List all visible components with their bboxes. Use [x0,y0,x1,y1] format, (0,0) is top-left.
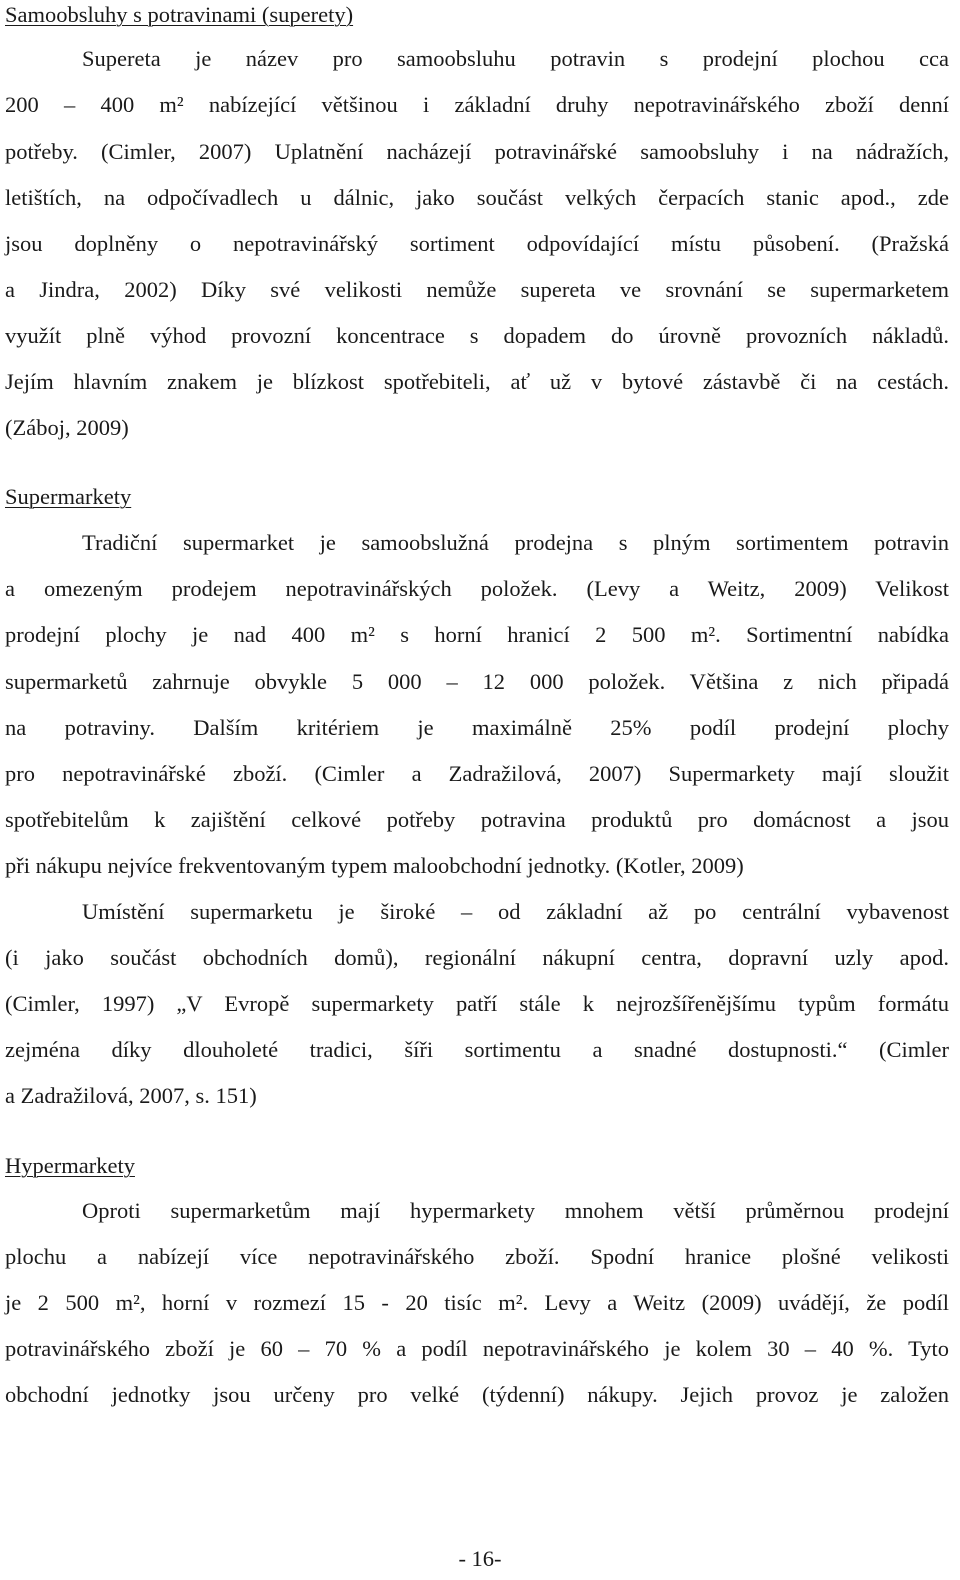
paragraph-line: (Cimler, 1997) „V Evropě supermarkety patří stále k nejrozšířenějšímu typům formátu [5,991,949,1016]
paragraph-line: Umístění supermarketu je široké – od základní až po centrální vybavenost [82,899,949,924]
paragraph-line: zejména díky dlouholeté tradici, šíři sortimentu a snadné dostupnosti.“ (Cimler [5,1037,949,1062]
paragraph-line: a omezeným prodejem nepotravinářských položek. (Levy a Weitz, 2009) Velikost [5,576,949,601]
paragraph-line: (i jako součást obchodních domů), regionální nákupní centra, dopravní uzly apod. [5,945,949,970]
paragraph-line: při nákupu nejvíce frekventovaným typem maloobchodní jednotky. (Kotler, 2009) [5,853,744,878]
paragraph-line: na potraviny. Dalším kritériem je maximálně 25% podíl prodejní plochy [5,715,949,740]
paragraph-line: supermarketů zahrnuje obvykle 5 000 – 12 000 položek. Většina z nich připadá [5,669,949,694]
paragraph-line: Supereta je název pro samoobsluhu potravin s prodejní plochou cca [82,46,949,71]
paragraph-line: Jejím hlavním znakem je blízkost spotřebiteli, ať už v bytové zástavbě či na cestách. [5,369,949,394]
paragraph-line: pro nepotravinářské zboží. (Cimler a Zadražilová, 2007) Supermarkety mají sloužit [5,761,949,786]
paragraph-line: a Zadražilová, 2007, s. 151) [5,1083,257,1108]
paragraph-line: je 2 500 m², horní v rozmezí 15 - 20 tisíc m². Levy a Weitz (2009) uvádějí, že podíl [5,1290,949,1315]
paragraph-line: letištích, na odpočívadlech u dálnic, jako součást velkých čerpacích stanic apod., zde [5,185,949,210]
paragraph-line: Tradiční supermarket je samoobslužná prodejna s plným sortimentem potravin [82,530,949,555]
section-heading-hypermarkety: Hypermarkety [5,1153,135,1178]
paragraph-line: Oproti supermarketům mají hypermarkety mnohem větší průměrnou prodejní [82,1198,949,1223]
paragraph-line: potravinářského zboží je 60 – 70 % a podíl nepotravinářského je kolem 30 – 40 %. Tyto [5,1336,949,1361]
section-heading-superety: Samoobsluhy s potravinami (superety) [5,2,354,27]
paragraph-line: 200 – 400 m² nabízející většinou i základní druhy nepotravinářského zboží denní [5,92,949,117]
page-number: - 16- [458,1546,502,1571]
paragraph-line: využít plně výhod provozní koncentrace s dopadem do úrovně provozních nákladů. [5,323,949,348]
paragraph-line: prodejní plochy je nad 400 m² s horní hranicí 2 500 m². Sortimentní nabídka [5,622,949,647]
paragraph-line: obchodní jednotky jsou určeny pro velké (týdenní) nákupy. Jejich provoz je založen [5,1382,949,1407]
section-heading-supermarkety: Supermarkety [5,484,132,509]
paragraph-line: plochu a nabízejí více nepotravinářského zboží. Spodní hranice plošné velikosti [5,1244,949,1269]
paragraph-line: (Záboj, 2009) [5,415,129,440]
paragraph-line: jsou doplněny o nepotravinářský sortiment odpovídající místu působení. (Pražská [5,231,949,256]
paragraph-line: potřeby. (Cimler, 2007) Uplatnění nacházejí potravinářské samoobsluhy i na nádražích, [5,139,949,164]
paragraph-line: spotřebitelům k zajištění celkové potřeby potravina produktů pro domácnost a jsou [5,807,949,832]
paragraph-line: a Jindra, 2002) Díky své velikosti nemůže supereta ve srovnání se supermarketem [5,277,949,302]
